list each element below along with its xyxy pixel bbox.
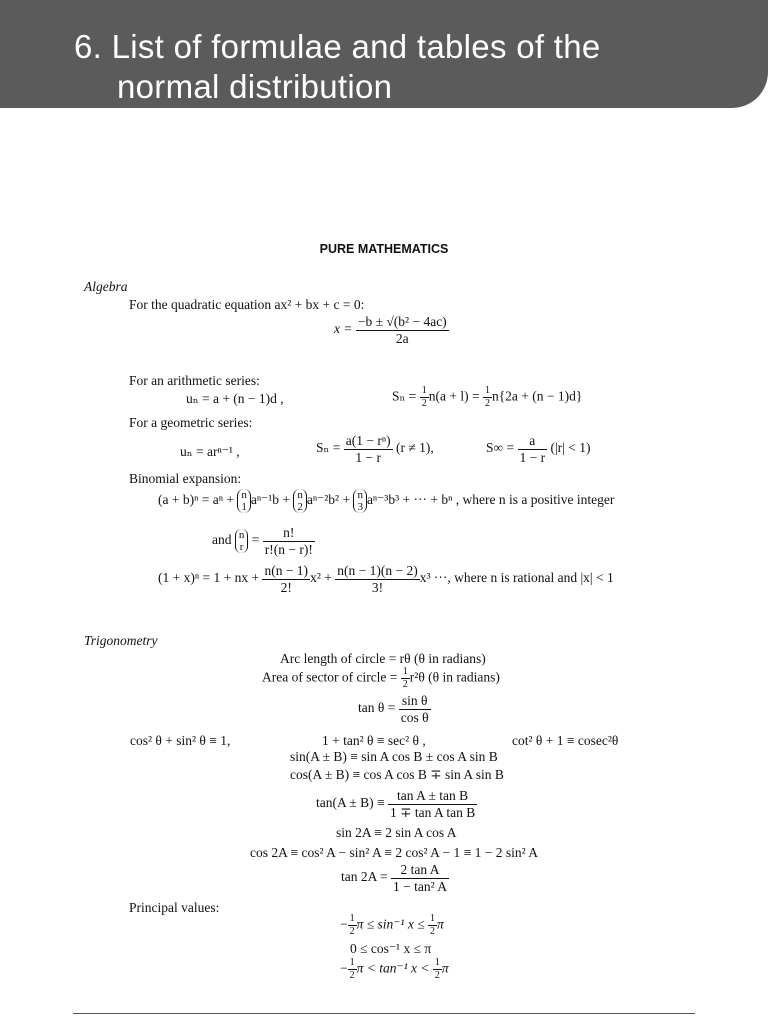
geometric-un: uₙ = arⁿ⁻¹ , xyxy=(180,444,240,459)
quadratic-formula: x = $\frac{\text{−b ± √(b² − 4ac)}}{2a}$ xyxy=(334,314,447,346)
pythagorean-identity-1: cos² θ + sin² θ ≡ 1, xyxy=(130,733,231,748)
binomial-intro: Binomial expansion: xyxy=(129,471,242,486)
trigonometry-title: Trigonometry xyxy=(84,633,158,648)
tan-identity: tan θ = $\frac{\text{sin θ}}{\text{cos θ}}$ xyxy=(358,693,429,725)
arithmetic-intro: For an arithmetic series: xyxy=(129,373,260,388)
chapter-banner xyxy=(0,0,768,108)
footer-rule xyxy=(73,1013,695,1014)
chapter-title-line-1: 6. List of formulae and tables of the xyxy=(74,28,601,65)
quadratic-intro: For the quadratic equation ax² + bx + c = 0: xyxy=(129,297,365,312)
sin-double-angle: sin 2A ≡ 2 sin A cos A xyxy=(336,825,457,840)
geometric-sn: Sₙ = $\frac{\text{a(1 − rⁿ)}}{1 - r}$ (r ≠ 1), xyxy=(316,433,434,465)
principal-value-arcsin: − $\frac{1}{2}$ π ≤ sin⁻¹ x ≤ $\frac{1}{2}$ π xyxy=(340,913,444,937)
geometric-sum-infinity: S∞ = $\frac{a}{1 - r}$ (|r| < 1) xyxy=(486,433,591,465)
principal-value-arctan: − $\frac{1}{2}$ π < tan⁻¹ x < $\frac{1}{2}$ π xyxy=(340,957,449,981)
section-heading: PURE MATHEMATICS xyxy=(319,242,449,256)
chapter-title-line-2: normal distribution xyxy=(117,68,393,105)
sin-addition: sin(A ± B) ≡ sin A cos B ± cos A sin B xyxy=(290,749,498,764)
algebra-title: Algebra xyxy=(84,279,128,294)
arc-length: Arc length of circle = rθ (θ in radians) xyxy=(280,651,486,666)
pythagorean-identity-3: cot² θ + 1 ≡ cosec²θ xyxy=(512,733,619,748)
tan-addition: tan(A ± B) ≡ $\frac{\text{tan A ± tan B}}{\text{1 ∓ tan A tan B}}$ xyxy=(316,788,476,820)
principal-value-arccos: 0 ≤ cos⁻¹ x ≤ π xyxy=(350,941,432,956)
sector-area: Area of sector of circle = $\frac{1}{2}$ r²θ (θ in radians) xyxy=(262,666,500,690)
binomial-coefficient: and n r = $\frac{n!}{r!(n - r)!}$ xyxy=(212,525,313,557)
cos-double-angle: cos 2A ≡ cos² A − sin² A ≡ 2 cos² A − 1 ≡ 1 − 2 sin² A xyxy=(250,845,539,860)
cos-addition: cos(A ± B) ≡ cos A cos B ∓ sin A sin B xyxy=(290,767,504,782)
arithmetic-sn: Sₙ = $\frac{1}{2}$ n(a + l) = $\frac{1}{2}$ n{2a + (n − 1)d} xyxy=(392,385,583,409)
pythagorean-identity-2: 1 + tan² θ ≡ sec² θ , xyxy=(322,733,426,748)
geometric-intro: For a geometric series: xyxy=(129,415,253,430)
arithmetic-un: uₙ = a + (n − 1)d , xyxy=(186,391,284,406)
binomial-rational-series: (1 + x)ⁿ = 1 + nx + $\frac{n(n - 1)}{2!}$ x² + $\frac{n(n - 1)(n - 2)}{3!}$ x³ ···, where n is rational and |x| < 1 xyxy=(158,563,614,595)
tan-double-angle: tan 2A = $\frac{\text{2 tan A}}{\text{1 − tan² A}}$ xyxy=(341,862,448,894)
binomial-expansion: (a + b)ⁿ = aⁿ + n 1 aⁿ⁻¹b + n 2 aⁿ⁻²b² + n 3 aⁿ⁻³b³ + ··· + bⁿ , where n is a positive integer xyxy=(158,489,615,513)
principal-values-intro: Principal values: xyxy=(129,900,220,915)
